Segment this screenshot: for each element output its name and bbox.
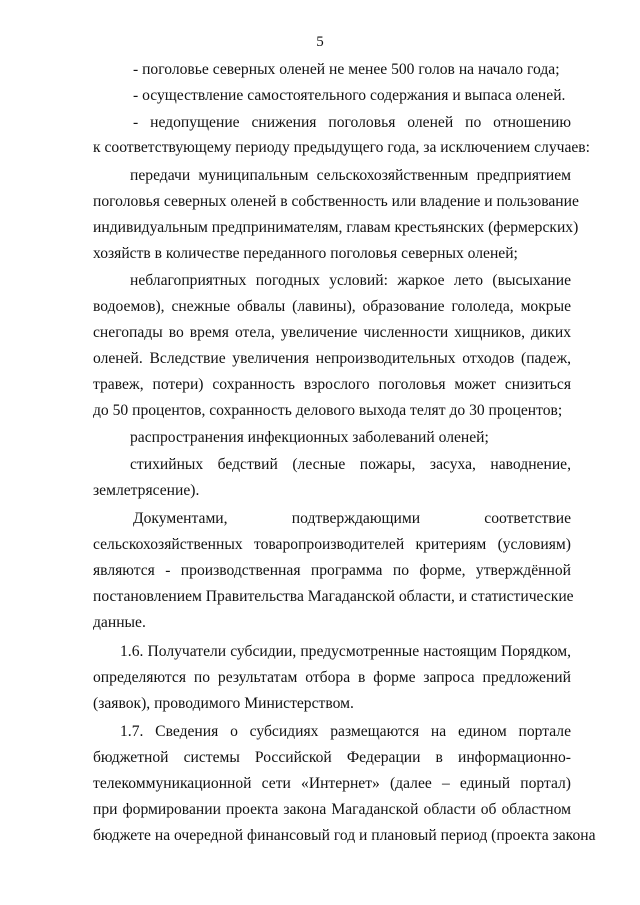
text-line: постановлением Правительства Магаданской области, и статистические — [93, 588, 574, 605]
page-number: 5 — [316, 34, 324, 50]
text-line: при формировании проекта закона Магаданской области об областном — [93, 801, 571, 818]
text-line: - поголовье северных оленей не менее 500 голов на начало года; — [133, 61, 560, 78]
text-line: бюджете на очередной финансовый год и плановый период (проекта закона — [93, 827, 596, 844]
text-line: индивидуальным предпринимателям, главам крестьянских (фермерских) — [93, 219, 579, 236]
text-line: хозяйств в количестве переданного поголовья северных оленей; — [93, 245, 518, 262]
text-line: - осуществление самостоятельного содержания и выпаса оленей. — [133, 87, 566, 104]
text-line: оленей. Вследствие увеличения непроизводительных отходов (падеж, — [93, 350, 571, 367]
text-line: - недопущение снижения поголовья оленей по отношению — [133, 114, 571, 131]
text-line: 1.7. Сведения о субсидиях размещаются на едином портале — [120, 723, 571, 740]
text-line: распространения инфекционных заболеваний оленей; — [130, 429, 489, 446]
text-line: (заявок), проводимого Министерством. — [93, 695, 354, 712]
text-line: поголовья северных оленей в собственность или владение и пользование — [93, 193, 579, 210]
text-line: водоемов), снежные обвалы (лавины), образование гололеда, мокрые — [93, 298, 571, 315]
text-line: телекоммуникационной сети «Интернет» (далее – единый портал) — [93, 775, 571, 792]
text-line: землетрясение). — [93, 482, 200, 499]
text-line: до 50 процентов, сохранность делового выхода телят до 30 процентов; — [93, 402, 563, 419]
text-line: травеж, потери) сохранность взрослого поголовья может снизиться — [93, 376, 571, 393]
text-line: данные. — [93, 614, 146, 631]
text-line: бюджетной системы Российской Федерации в информационно- — [93, 749, 571, 766]
text-line: Документами, подтверждающими соответствие — [133, 510, 571, 527]
text-line: неблагоприятных погодных условий: жаркое лето (высыхание — [130, 272, 571, 289]
text-line: к соответствующему периоду предыдущего года, за исключением случаев: — [93, 139, 591, 156]
text-line: определяются по результатам отбора в форме запроса предложений — [93, 669, 571, 686]
text-line: являются - производственная программа по форме, утверждённой — [93, 562, 571, 579]
text-line: 1.6. Получатели субсидии, предусмотренные настоящим Порядком, — [120, 643, 571, 660]
text-line: передачи муниципальным сельскохозяйственным предприятием — [130, 167, 571, 184]
text-line: сельскохозяйственных товаропроизводителей критериям (условиям) — [93, 536, 571, 553]
text-line: снегопады во время отела, увеличение численности хищников, диких — [93, 324, 571, 341]
text-line: стихийных бедствий (лесные пожары, засуха, наводнение, — [130, 456, 571, 473]
